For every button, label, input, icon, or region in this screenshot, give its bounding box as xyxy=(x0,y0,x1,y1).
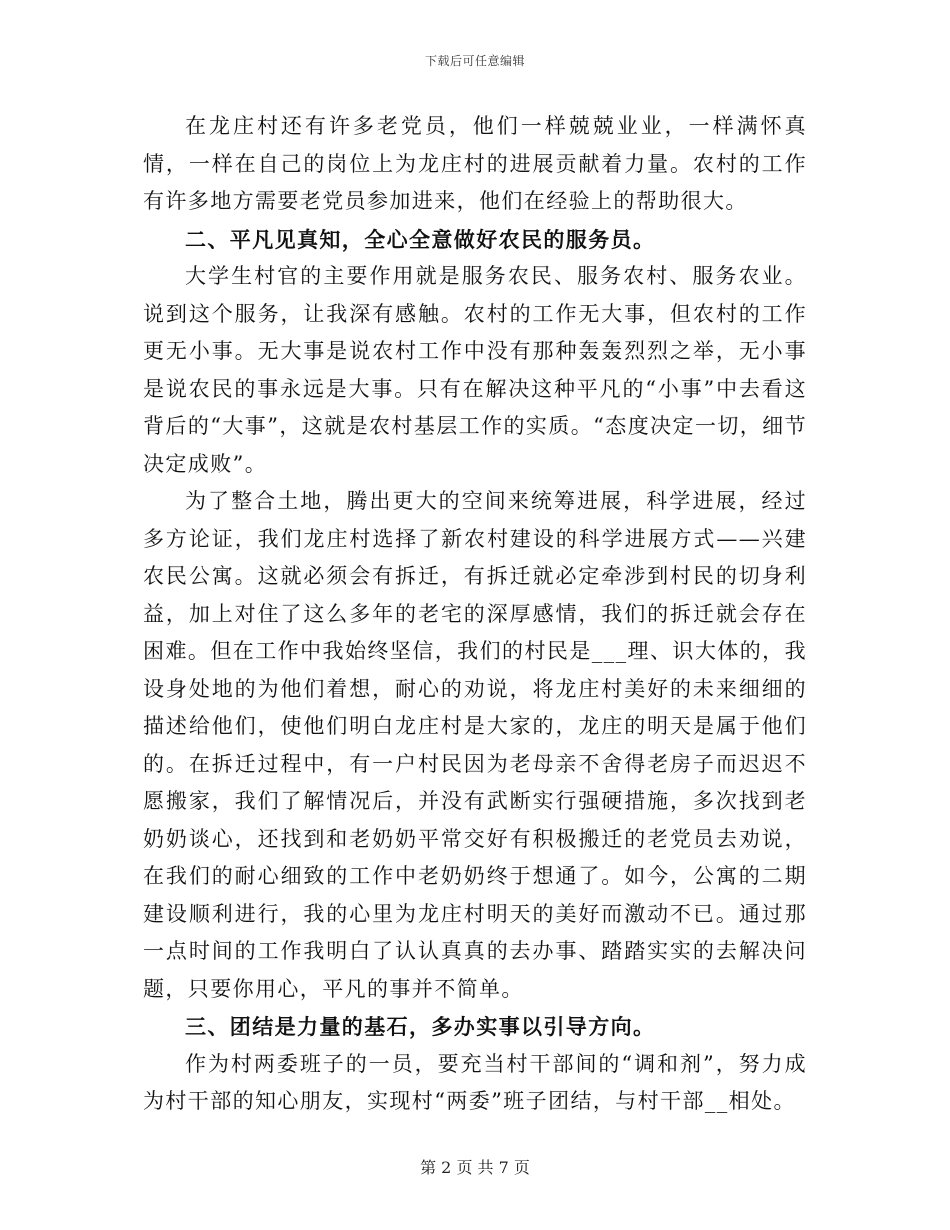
paragraph-service: 大学生村官的主要作用就是服务农民、服务农村、服务农业。说到这个服务，让我深有感触。农村的工作无大事，但农村的工作更无小事。无大事是说农村工作中没有那种轰轰烈烈之举，无小事是说农民的事永远是大事。只有在解决这种平凡的“小事”中去看这背后的“大事”，这就是农村基层工作的实质。“态度决定一切，细节决定成败”。 xyxy=(143,264,807,476)
section-heading-3: 三、团结是力量的基石，多办实事以引导方向。 xyxy=(185,1014,656,1039)
paragraph-relocation: 为了整合土地，腾出更大的空间来统筹进展，科学进展，经过多方论证，我们龙庄村选择了新农村建设的科学进展方式——兴建农民公寓。这就必须会有拆迁，有拆迁就必定牵涉到村民的切身利益，加上对住了这么多年的老宅的深厚感情，我们的拆迁就会存在困难。但在工作中我始终坚信，我们的村民是___理、识大体的，我设身处地的为他们着想，耐心的劝说，将龙庄村美好的未来细细的描述给他们，使他们明白龙庄村是大家的，龙庄的明天是属于他们的。在拆迁过程中，有一户村民因为老母亲不舍得老房子而迟迟不愿搬家，我们了解情况后，并没有武断实行强硬措施，多次找到老奶奶谈心，还找到和老奶奶平常交好有积极搬迁的老党员去劝说，在我们的耐心细致的工作中老奶奶终于想通了。如今，公寓的二期建设顺利进行，我的心里为龙庄村明天的美好而激动不已。通过那一点时间的工作我明白了认认真真的去办事、踏踏实实的去解决问题，只要你用心，平凡的事并不简单。 xyxy=(143,489,807,1001)
paragraph-old-party-members: 在龙庄村还有许多老党员，他们一样兢兢业业，一样满怀真情，一样在自己的岗位上为龙庄村的进展贡献着力量。农村的工作有许多地方需要老党员参加进来，他们在经验上的帮助很大。 xyxy=(143,114,807,213)
section-heading-2: 二、平凡见真知，全心全意做好农民的服务员。 xyxy=(185,226,656,252)
paragraph-unity: 作为村两委班子的一员，要充当村干部间的“调和剂”，努力成为村干部的知心朋友，实现村“两委”班子团结，与村干部__相处。 xyxy=(143,1051,807,1113)
page-number-footer: 第 2 页 共 7 页 xyxy=(420,1158,530,1177)
document-body xyxy=(143,108,807,1121)
page-header-note: 下载后可任意编辑 xyxy=(424,54,525,68)
